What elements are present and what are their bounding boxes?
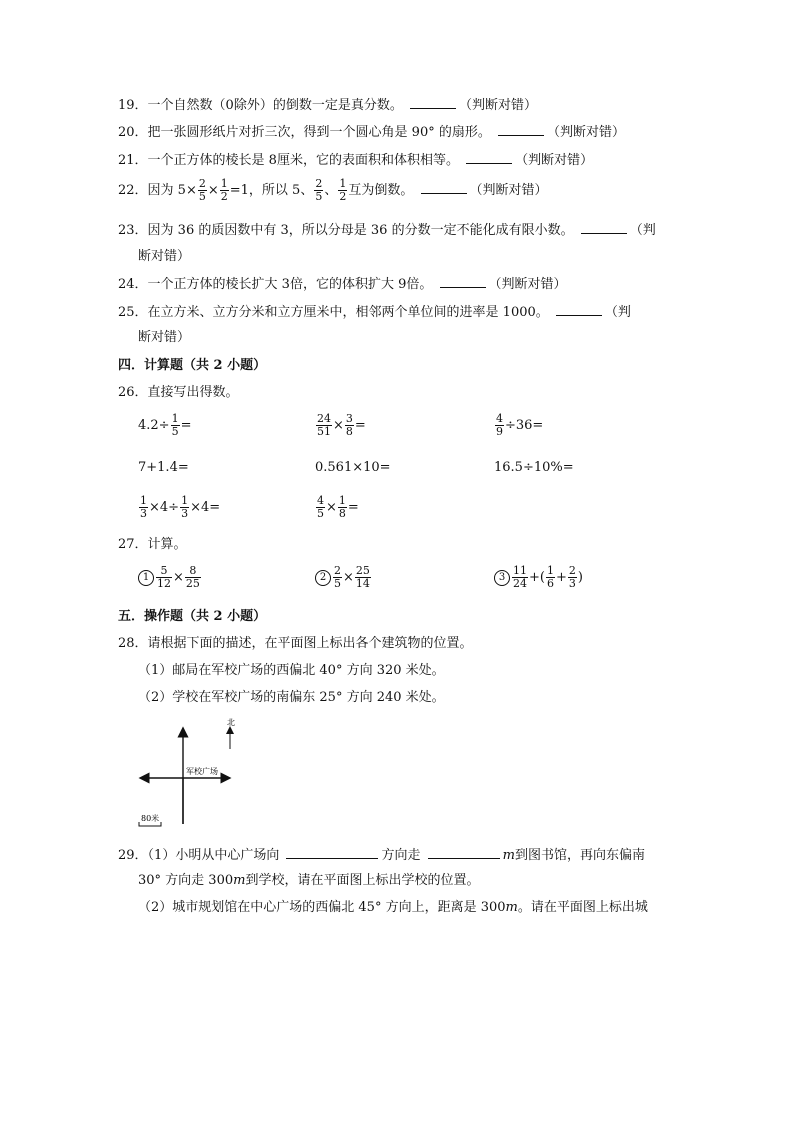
question-28: [118, 635, 473, 653]
denominator: 14: [355, 577, 370, 590]
question-20: [118, 122, 625, 142]
fraction: [180, 495, 189, 520]
fraction: [185, 565, 201, 590]
question-number: 24．: [118, 277, 148, 292]
expr-part: 4.2÷: [138, 418, 170, 433]
operator: ×: [207, 183, 219, 198]
question-28-sub-2: （2）学校在军校广场的南偏东 25° 方向 240 米处。: [138, 690, 445, 705]
numerator: 5: [160, 564, 168, 577]
question-19: [118, 95, 537, 115]
denominator: 5: [315, 190, 323, 203]
question-22: [118, 178, 548, 203]
numerator: 2: [568, 564, 576, 577]
operator: +: [555, 570, 567, 585]
question-25-continued: 断对错）: [138, 330, 191, 345]
question-text: 把一张圆形纸片对折三次，得到一个圆心角是 90° 的扇形。: [147, 125, 491, 140]
denominator: 8: [338, 507, 346, 520]
fraction: [139, 495, 148, 520]
denominator: 2: [339, 190, 347, 203]
question-text: 方向走: [381, 848, 421, 863]
question-24: [118, 274, 567, 294]
question-23: [118, 220, 656, 240]
calc-item-3: [494, 413, 543, 438]
expr-part: =: [354, 418, 366, 433]
question-29-sub-1: [118, 845, 645, 865]
answer-blank[interactable]: [498, 122, 544, 136]
fraction: [345, 413, 354, 438]
numerator: 1: [338, 494, 346, 507]
denominator: 3: [181, 507, 189, 520]
answer-blank[interactable]: [581, 220, 627, 234]
section-4-title: 四．计算题（共 2 小题）: [118, 358, 267, 373]
question-text: 到学校，请在平面图上标出学校的位置。: [245, 873, 480, 888]
question-number: 25．: [118, 305, 148, 320]
answer-blank[interactable]: [556, 302, 602, 316]
denominator: 5: [334, 577, 341, 590]
question-text: 请根据下面的描述，在平面图上标出各个建筑物的位置。: [147, 636, 473, 651]
numerator: 1: [546, 564, 554, 577]
fraction: [355, 565, 371, 590]
denominator: 3: [568, 577, 576, 590]
numerator: 25: [355, 564, 370, 577]
center-label: 军校广场: [186, 767, 218, 776]
numerator: 1: [339, 177, 347, 190]
circled-number: 2: [315, 570, 331, 586]
fraction: [333, 565, 342, 590]
numerator: 2: [315, 177, 323, 190]
circled-number: 3: [494, 570, 510, 586]
numerator: 11: [513, 564, 527, 577]
expr-part: ×4=: [190, 500, 221, 515]
expr-part: =: [347, 500, 359, 515]
question-26: [118, 384, 239, 402]
question-number: 19．: [118, 98, 148, 113]
question-number: 29．: [118, 848, 148, 863]
question-29-sub-1-continued: [138, 872, 479, 890]
calc-item-2: [315, 413, 366, 438]
numerator: 1: [140, 494, 147, 507]
compass-diagram[interactable]: [138, 712, 268, 832]
numerator: 2: [198, 177, 206, 190]
unit: m: [233, 873, 246, 888]
question-number: 23．: [118, 223, 148, 238]
question-text: 一个自然数（0除外）的倒数一定是真分数。: [147, 98, 403, 113]
question-text-part: 互为倒数。: [348, 183, 414, 198]
calc-item-8: [315, 495, 359, 520]
calc-item-6: 16.5÷10%=: [494, 460, 574, 475]
question-text: （1）小明从中心广场向: [147, 848, 280, 863]
numerator: 2: [334, 564, 341, 577]
denominator: 2: [220, 190, 228, 203]
distance-blank[interactable]: [428, 845, 500, 859]
question-number: 21．: [118, 153, 148, 168]
fraction: [338, 495, 347, 520]
denominator: 24: [513, 577, 527, 590]
expr-part: ×4÷: [149, 500, 180, 515]
fraction: [338, 178, 347, 203]
numerator: 1: [171, 412, 179, 425]
operator: ×: [333, 418, 344, 433]
fraction: [314, 178, 323, 203]
answer-blank[interactable]: [421, 180, 467, 194]
question-text: 计算。: [147, 537, 187, 552]
numerator: 4: [496, 412, 503, 425]
judge-hint: （判断对错）: [515, 153, 594, 168]
fraction: [316, 495, 325, 520]
question-text: 到图书馆，再向东偏南: [514, 848, 645, 863]
direction-blank[interactable]: [286, 845, 378, 859]
judge-hint: （判: [604, 305, 631, 320]
section-5-title: 五．操作题（共 2 小题）: [118, 609, 267, 624]
question-text-part: =1，所以 5、: [229, 183, 314, 198]
answer-blank[interactable]: [410, 95, 456, 109]
operator: ×: [326, 500, 337, 515]
operator: ×: [173, 570, 184, 585]
denominator: 3: [140, 507, 147, 520]
denominator: 51: [317, 425, 331, 438]
fraction: [495, 413, 504, 438]
question-text: 直接写出得数。: [147, 385, 239, 400]
question-text: 在立方米、立方分米和立方厘米中，相邻两个单位间的进率是 1000。: [147, 305, 549, 320]
numerator: 1: [220, 177, 228, 190]
denominator: 25: [185, 577, 200, 590]
judge-hint: （判断对错）: [458, 98, 537, 113]
answer-blank[interactable]: [440, 274, 486, 288]
question-text: 。请在平面图上标出城: [517, 900, 648, 915]
compute-item-1: [138, 565, 202, 590]
separator: 、: [324, 183, 338, 198]
denominator: 12: [157, 577, 171, 590]
numerator: 4: [317, 494, 324, 507]
question-28-sub-1: （1）邮局在军校广场的西偏北 40° 方向 320 米处。: [138, 663, 445, 678]
numerator: 8: [189, 564, 197, 577]
judge-hint: （判断对错）: [469, 183, 548, 198]
denominator: 5: [317, 507, 324, 520]
fraction: [220, 178, 229, 203]
fraction: [198, 178, 207, 203]
question-text-part: 因为 5×: [147, 183, 197, 198]
expr-part: =: [180, 418, 192, 433]
judge-hint: （判: [629, 223, 656, 238]
question-text: 一个正方体的棱长扩大 3倍，它的体积扩大 9倍。: [147, 277, 433, 292]
denominator: 5: [171, 425, 179, 438]
numerator: 24: [317, 412, 331, 425]
expr-part: ÷36=: [505, 418, 544, 433]
question-text: 因为 36 的质因数中有 3，所以分母是 36 的分数一定不能化成有限小数。: [147, 223, 574, 238]
numerator: 1: [181, 494, 189, 507]
paren: ): [577, 570, 583, 585]
question-number: 20．: [118, 125, 148, 140]
question-text: （2）城市规划馆在中心广场的西偏北 45° 方向上，距离是 300: [138, 900, 506, 915]
question-23-continued: 断对错）: [138, 249, 191, 264]
question-29-sub-2: [138, 899, 648, 917]
question-25: [118, 302, 631, 322]
unit: m: [505, 900, 518, 915]
question-text: 30° 方向走 300: [138, 873, 234, 888]
question-27: [118, 536, 187, 554]
question-21: [118, 150, 593, 170]
calc-item-5: 0.561×10=: [315, 460, 391, 475]
calc-item-4: 7+1.4=: [138, 460, 189, 475]
question-number: 27．: [118, 537, 148, 552]
calc-item-1: [138, 413, 191, 438]
fraction: [156, 565, 172, 590]
numerator: 3: [345, 412, 353, 425]
fraction: [568, 565, 577, 590]
question-number: 22．: [118, 183, 148, 198]
compute-item-3: [494, 565, 583, 590]
denominator: 5: [198, 190, 206, 203]
denominator: 6: [546, 577, 554, 590]
question-text: 一个正方体的棱长是 8厘米，它的表面积和体积相等。: [147, 153, 459, 168]
fraction: [316, 413, 332, 438]
scale-label: 80米: [141, 814, 160, 823]
question-number: 26．: [118, 385, 148, 400]
fraction: [512, 565, 528, 590]
fraction: [546, 565, 555, 590]
denominator: 9: [496, 425, 503, 438]
judge-hint: （判断对错）: [488, 277, 567, 292]
north-label: 北: [227, 718, 235, 727]
circled-number: 1: [138, 570, 154, 586]
fraction: [171, 413, 180, 438]
judge-hint: （判断对错）: [547, 125, 626, 140]
unit: m: [502, 848, 515, 863]
compute-item-2: [315, 565, 372, 590]
question-number: 28．: [118, 636, 148, 651]
operator: ×: [343, 570, 354, 585]
denominator: 8: [345, 425, 353, 438]
calc-item-7: [138, 495, 220, 520]
operator: +(: [529, 570, 545, 585]
answer-blank[interactable]: [466, 150, 512, 164]
